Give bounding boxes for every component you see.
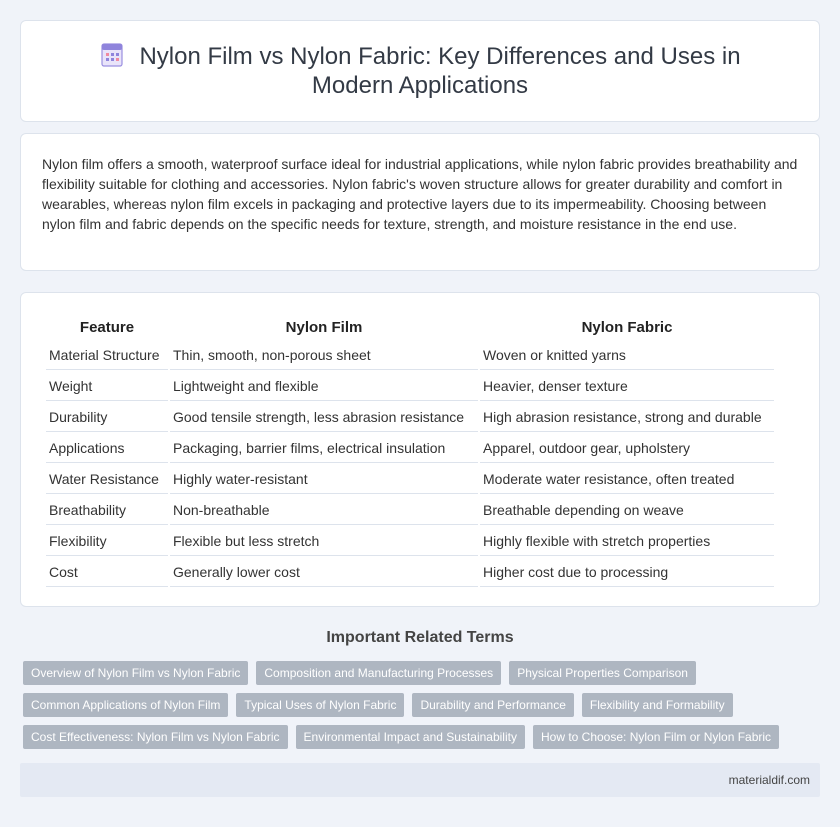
related-terms-title: Important Related Terms [326, 629, 514, 646]
document-icon [99, 42, 125, 68]
tag-flexibility[interactable]: Flexibility and Formability [582, 693, 733, 717]
feature-cell: Durability [46, 403, 168, 432]
comparison-table [44, 315, 776, 589]
footer [20, 763, 820, 797]
film-cell: Flexible but less stretch [170, 527, 478, 556]
title-wrap [60, 42, 780, 100]
intro-paragraph: Nylon film offers a smooth, waterproof surface ideal for industrial applications, while nylon fabric provides breathability and flexibility suitable for clothing and accessories. Nylon fabric's woven structure allows for greater durability and comfort in wearables, whereas nylon film excels in packaging and protective layers due to its impermeability. Choosing between nylon film and fabric depends on the specific needs for texture, strength, and moisture resistance in the end use. [42, 156, 798, 232]
header-feature: Feature [79, 319, 135, 336]
film-cell: Non-breathable [170, 496, 478, 525]
feature-cell: Flexibility [46, 527, 168, 556]
table-row [46, 496, 774, 525]
feature-cell: Water Resistance [46, 465, 168, 494]
film-cell: Generally lower cost [170, 558, 478, 587]
fabric-cell: Highly flexible with stretch properties [480, 527, 774, 556]
page-title [60, 42, 780, 100]
fabric-cell: Apparel, outdoor gear, upholstery [480, 434, 774, 463]
header-nylon-fabric: Nylon Fabric [581, 319, 673, 336]
fabric-cell: High abrasion resistance, strong and durable [480, 403, 774, 432]
film-cell: Lightweight and flexible [170, 372, 478, 401]
tag-row [23, 693, 813, 717]
page-title-text: Nylon Film vs Nylon Fabric: Key Differences and Uses in Modern Applications [139, 43, 741, 99]
related-tags [23, 661, 813, 757]
table-row [46, 434, 774, 463]
tag-cost[interactable]: Cost Effectiveness: Nylon Film vs Nylon Fabric [23, 725, 288, 749]
fabric-cell: Moderate water resistance, often treated [480, 465, 774, 494]
tag-how-to-choose[interactable]: How to Choose: Nylon Film or Nylon Fabric [533, 725, 779, 749]
fabric-cell: Breathable depending on weave [480, 496, 774, 525]
title-card [20, 20, 820, 122]
feature-cell: Applications [46, 434, 168, 463]
film-cell: Highly water-resistant [170, 465, 478, 494]
table-row [46, 527, 774, 556]
related-terms-section [20, 627, 820, 744]
tag-uses-fabric[interactable]: Typical Uses of Nylon Fabric [236, 693, 404, 717]
film-cell: Thin, smooth, non-porous sheet [170, 341, 478, 370]
tag-physical-properties[interactable]: Physical Properties Comparison [509, 661, 696, 685]
intro-card [20, 133, 820, 271]
film-cell: Good tensile strength, less abrasion resistance [170, 403, 478, 432]
feature-cell: Weight [46, 372, 168, 401]
feature-cell: Cost [46, 558, 168, 587]
comparison-table-card [20, 292, 820, 607]
tag-overview[interactable]: Overview of Nylon Film vs Nylon Fabric [23, 661, 248, 685]
header-nylon-film: Nylon Film [285, 319, 363, 336]
tag-row [23, 661, 813, 685]
tag-durability[interactable]: Durability and Performance [412, 693, 573, 717]
table-row [46, 341, 774, 370]
fabric-cell: Higher cost due to processing [480, 558, 774, 587]
fabric-cell: Heavier, denser texture [480, 372, 774, 401]
table-row [46, 465, 774, 494]
table-row [46, 558, 774, 587]
feature-cell: Material Structure [46, 341, 168, 370]
tag-row [23, 725, 813, 749]
footer-site[interactable]: materialdif.com [728, 773, 810, 787]
table-header-row [46, 317, 774, 339]
tag-composition[interactable]: Composition and Manufacturing Processes [256, 661, 501, 685]
fabric-cell: Woven or knitted yarns [480, 341, 774, 370]
feature-cell: Breathability [46, 496, 168, 525]
table-row [46, 372, 774, 401]
table-row [46, 403, 774, 432]
tag-environmental[interactable]: Environmental Impact and Sustainability [296, 725, 525, 749]
film-cell: Packaging, barrier films, electrical insulation [170, 434, 478, 463]
tag-applications-film[interactable]: Common Applications of Nylon Film [23, 693, 228, 717]
